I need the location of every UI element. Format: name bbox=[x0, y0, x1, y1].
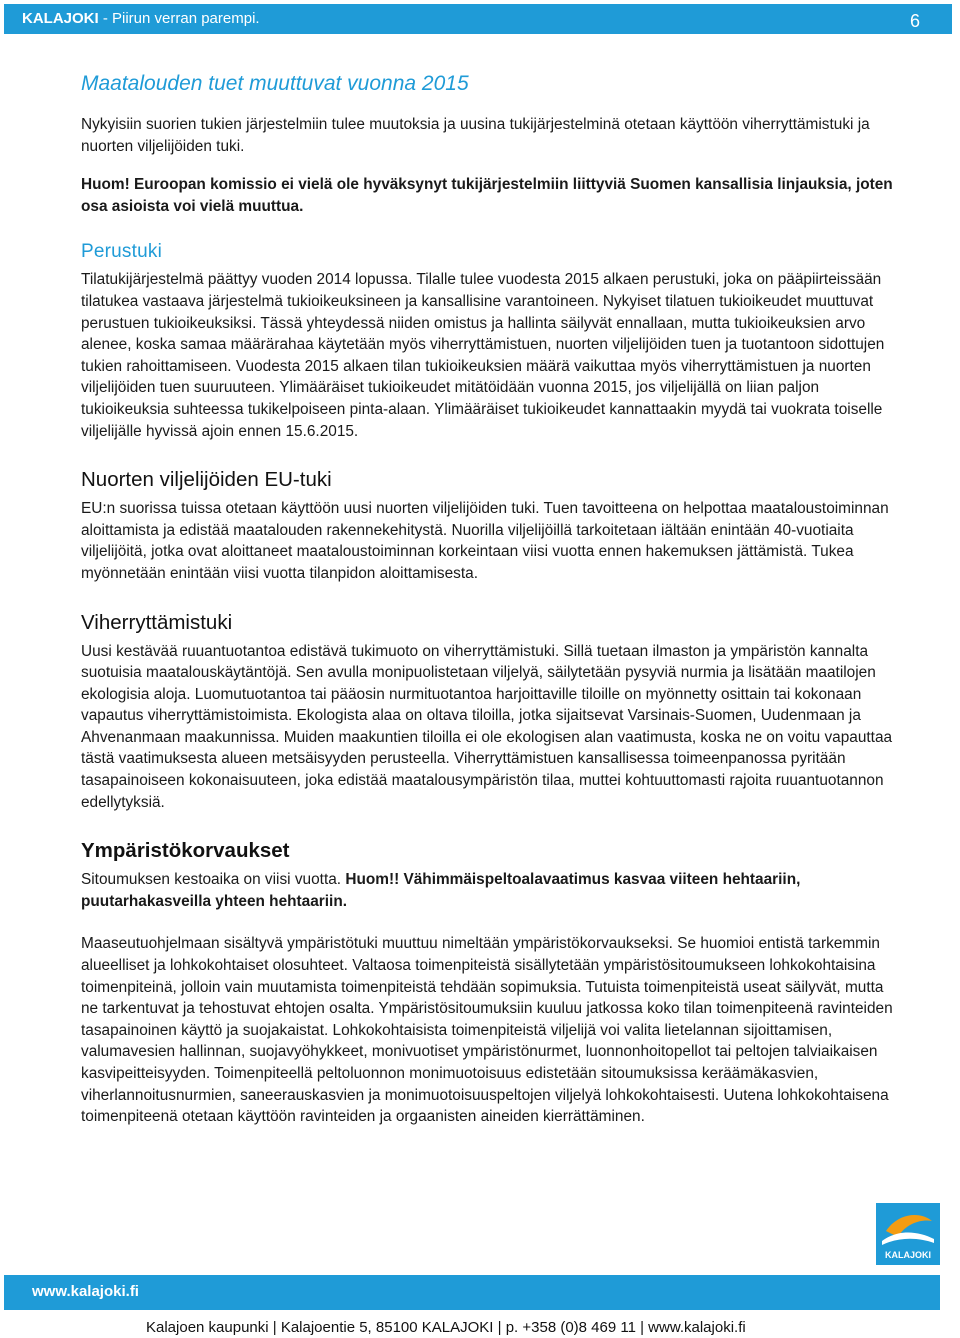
heading-perustuki: Perustuki bbox=[81, 241, 163, 263]
ymparisto-body: Maaseutuohjelmaan sisältyvä ympäristötuki muuttuu nimeltään ympäristökorvaukseksi. Se huomioi entistä tarkemmin alueelliset ja lohkokohtaiset olosuhteet. Valtaosa toimenpiteistä sisällytetään ympäristösitoumukseen lohkokohtaisina toimenpiteinä, jolloin vain muutamista toimenpiteistä tehdään sopimuksia. Tutuista toimenpiteistä useat säilyvät, mutta ne tarkentuvat ja tehostuvat ehtojen osalta. Ympäristösitoumuksiin kuuluu jatkossa koko tilan toimenpiteenä ravinteiden tasapainoinen käyttö ja suojakaistat. Lohkokohtaisista toimenpiteistä viljelijä voi valita lietelannan sijoittamisen, valumavesien hallinnan, suojavyöhykkeet, monivuotiset ympäristönurmet, luonnonhoitopellot tai peltojen talviaikaisen kasvipeitteisyyden. Toimenpiteellä peltoluonnon monimuotoisuus edistetään sitoumuksissa keräämäkasvien, viherlannoitusnurmien, saneerauskasvien ja monimuotoisuuspeltojen viljelyä lohkokohtaisesti. Uutena lohkokohtaisena toimenpiteenä otetaan käyttöön ravinteiden ja orgaanisten aineiden kierrättäminen. bbox=[81, 935, 893, 1126]
footer-address: Kalajoen kaupunki | Kalajoentie 5, 85100 KALAJOKI | p. +358 (0)8 469 11 | www.kalajoki.fi bbox=[146, 1319, 746, 1336]
intro-paragraph: Nykyisiin suorien tukien järjestelmiin tulee muutoksia ja uusina tukijärjestelminä otetaan käyttöön viherryttämistuki ja nuorten viljelijöiden tuki. bbox=[81, 116, 870, 155]
heading-ymparisto: Ympäristökorvaukset bbox=[81, 839, 290, 863]
heading-nuorten: Nuorten viljelijöiden EU-tuki bbox=[81, 468, 332, 492]
document-body bbox=[81, 60, 897, 1128]
brand-name: KALAJOKI bbox=[22, 10, 99, 27]
note-paragraph bbox=[81, 174, 897, 217]
footer-url-link[interactable]: www.kalajoki.fi bbox=[32, 1283, 139, 1300]
ymparisto-lead-text: Sitoumuksen kestoaika on viisi vuotta. bbox=[81, 871, 346, 889]
logo-text: KALAJOKI bbox=[884, 1250, 932, 1260]
kalajoki-logo-icon bbox=[876, 1203, 940, 1265]
note-lead: Huom! bbox=[81, 176, 130, 194]
page-title: Maatalouden tuet muuttuvat vuonna 2015 bbox=[81, 72, 469, 95]
viherryttamistuki-body: Uusi kestävää ruuantuotantoa edistävä tukimuoto on viherryttämistuki. Sillä tuetaan ilmaston ja ympäristön kannalta suotuisia maatalouskäytäntöjä. Sen avulla monipuolistetaan viljelyä, säilytetään pysyviä nurmia ja lisätään maatilojen ekologisia aloja. Luomutuotantoa tai pääosin nurmituotantoa harjoittaville tiloille on myönnetty osittain tai kokonaan vapautus viherryttämistoimista. Ekologista alaa on oltava tiloilla, jotka sijaitsevat Varsinais-Suomen, Uudenmaan ja Ahvenanmaan maakunnissa. Muiden maakuntien tiloilla ei ole ekologisen alan vaatimusta, koska ne on voitu vapauttaa tästä vaatimuksesta alueen metsäisyyden perusteella. Viherryttämistuen kansallisessa toimeenpanossa pyritään tasapainoiseen kokonaisuuteen, joka edistää maatalousympäristön tilaa, muttei kohtuuttomasti rajoita ruuantuotannon edellytyksiä. bbox=[81, 642, 893, 811]
heading-viherryttamistuki: Viherryttämistuki bbox=[81, 610, 233, 634]
nuorten-body: EU:n suorissa tuissa otetaan käyttöön uusi nuorten viljelijöiden tuki. Tuen tavoitteena on helpottaa maataloustoiminnan aloittamista ja edistää maatalouden rakennekehitystä. Nuorilla viljelijöillä tarkoitetaan iältään enintään 40-vuotiaita viljelijöitä, jotka ovat aloittaneet maataloustoiminnan korkeintaan viisi vuotta ennen hakemuksen jättämistä. Tukea myönnetään enintään viisi vuotta tilanpidon aloittamisesta. bbox=[81, 500, 889, 582]
brand-slogan: - Piirun verran parempi. bbox=[98, 10, 260, 27]
footer-bar bbox=[4, 1275, 940, 1310]
ymparisto-lead bbox=[81, 869, 897, 912]
note-text: Euroopan komissio ei vielä ole hyväksynyt tukijärjestelmiin liittyviä Suomen kansallisia linjauksia, joten osa asioista voi vielä muuttua. bbox=[81, 176, 893, 215]
header-bar bbox=[4, 4, 952, 34]
page-number: 6 bbox=[909, 11, 920, 31]
ymparisto-lead-bold: Huom!! Vähimmäispeltoalavaatimus kasvaa viiteen hehtaariin, puutarhakasveilla yhteen hehtaariin. bbox=[81, 871, 801, 910]
header-brand bbox=[22, 10, 260, 27]
perustuki-body: Tilatukijärjestelmä päättyy vuoden 2014 lopussa. Tilalle tulee vuodesta 2015 alkaen perustuki, joka on pääpiirteissään tilatukea vastaava järjestelmä tukioikeuksineen ja kansallisine varantoineen. Nykyiset tilatuen tukioikeudet muuttuvat perustuen tukioikeuksiksi. Tässä yhteydessä niiden omistus ja hallinta säilyvät ennallaan, mutta tukioikeuksien arvo alenee, koska samaa määrärahaa käytetään myös viherryttämistuen, nuorten viljelijöiden tuen ja tuotantoon sidottujen tukien rahoittamiseen. Vuodesta 2015 alkaen tilan tukioikeuksien määrä vaikuttaa myös viherryttämistuen ja nuorten viljelijöiden tuen suuruuteen. Ylimääräiset tukioikeudet mitätöidään vuonna 2015, jos viljelijällä on liian paljon tukioikeuksia suhteessa tukikelpoiseen pinta-alaan. Ylimääräiset tukioikeudet kannattaakin myydä tai vuokrata toiselle viljelijälle hyvissä ajoin ennen 15.6.2015. bbox=[81, 271, 885, 440]
